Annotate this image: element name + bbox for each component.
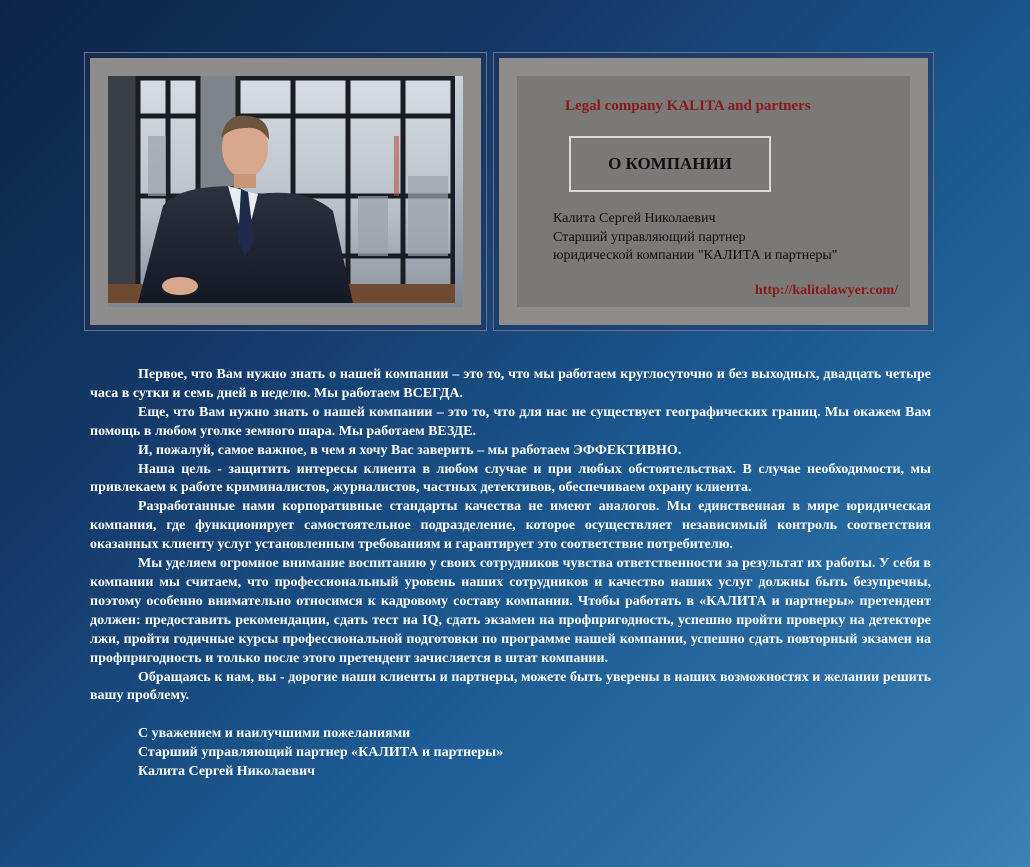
company-card [517,76,910,307]
paragraph: Еще, что Вам нужно знать о нашей компании – это то, что для нас не существует географических границ. Мы окажем Вам помощь в любом уголке земного шара. Мы работаем ВЕЗДЕ. [90,404,931,439]
photo-mat [90,58,481,325]
spacer [90,706,931,725]
signature-name: Калита Сергей Николаевич [138,764,316,780]
article-body [90,366,931,782]
partner-info [553,210,838,266]
chimney [394,136,399,196]
paragraph: Мы уделяем огромное внимание воспитанию у своих сотрудников чувства ответственности за результат их работы. У себя в компании мы считаем, что профессиональный уровень наших сотрудников и качество наших услуг должны быть безупречны, поэтому особенно внимательно относимся к кадровому составу компании. Чтобы работать в «КАЛИТА и партнеры» претендент должен: предоставить рекомендации, сдать тест на IQ, сдать экзамен на профпригодность, успешно пройти проверку на детекторе лжи, пройти годичные курсы профессиональной подготовки по программе нашей компании, успешно сдать повторный экзамен на профпригодность и только после этого претендент зачисляется в штат компании. [90,556,931,666]
paragraph: Первое, что Вам нужно знать о нашей компании – это то, что мы работаем круглосуточно и без выходных, двадцать четыре часа в сутки и семь дней в неделю. Мы работаем ВСЕГДА. [90,367,931,401]
hand [162,277,198,295]
portrait-photo [108,76,463,307]
company-card-mat [499,58,928,325]
paragraph: Обращаясь к нам, вы - дорогие наши клиенты и партнеры, можете быть уверены в наших возможностях и желании решить вашу проблему. [90,669,931,704]
about-company-button[interactable]: О КОМПАНИИ [569,136,771,192]
partner-company: юридической компании "КАЛИТА и партнеры" [553,248,838,263]
website-link[interactable]: http://kalitalawyer.com/ [755,283,898,298]
partner-title: Старший управляющий партнер [553,229,746,245]
paragraph: Разработанные нами корпоративные стандарты качества не имеют аналогов. Мы единственная в мире юридическая компания, где функционирует самостоятельное подразделение, которое осуществляет независимый контроль соответствия оказанных клиенту услуг установленным требованиям и гарантирует это соответствие потребителю. [90,499,931,553]
signature-greeting: С уважением и наилучшими пожеланиями [138,726,411,742]
portrait-illustration [108,76,455,303]
signature-block [138,725,931,782]
wall-left [108,76,138,303]
photo-frame [84,52,487,331]
signature-title: Старший управляющий партнер «КАЛИТА и партнеры» [138,745,504,761]
paragraph: Наша цель - защитить интересы клиента в любом случае и при любых обстоятельствах. В случае необходимости, мы привлекаем к работе криминалистов, журналистов, частных детективов, обеспечиваем охрану клиента. [90,461,931,496]
neck [234,174,256,188]
company-card-frame [493,52,934,331]
partner-name: Калита Сергей Николаевич [553,211,716,226]
company-name: Legal company KALITA and partners [565,98,811,114]
paragraph: И, пожалуй, самое важное, в чем я хочу Вас заверить – мы работаем ЭФФЕКТИВНО. [138,442,682,458]
